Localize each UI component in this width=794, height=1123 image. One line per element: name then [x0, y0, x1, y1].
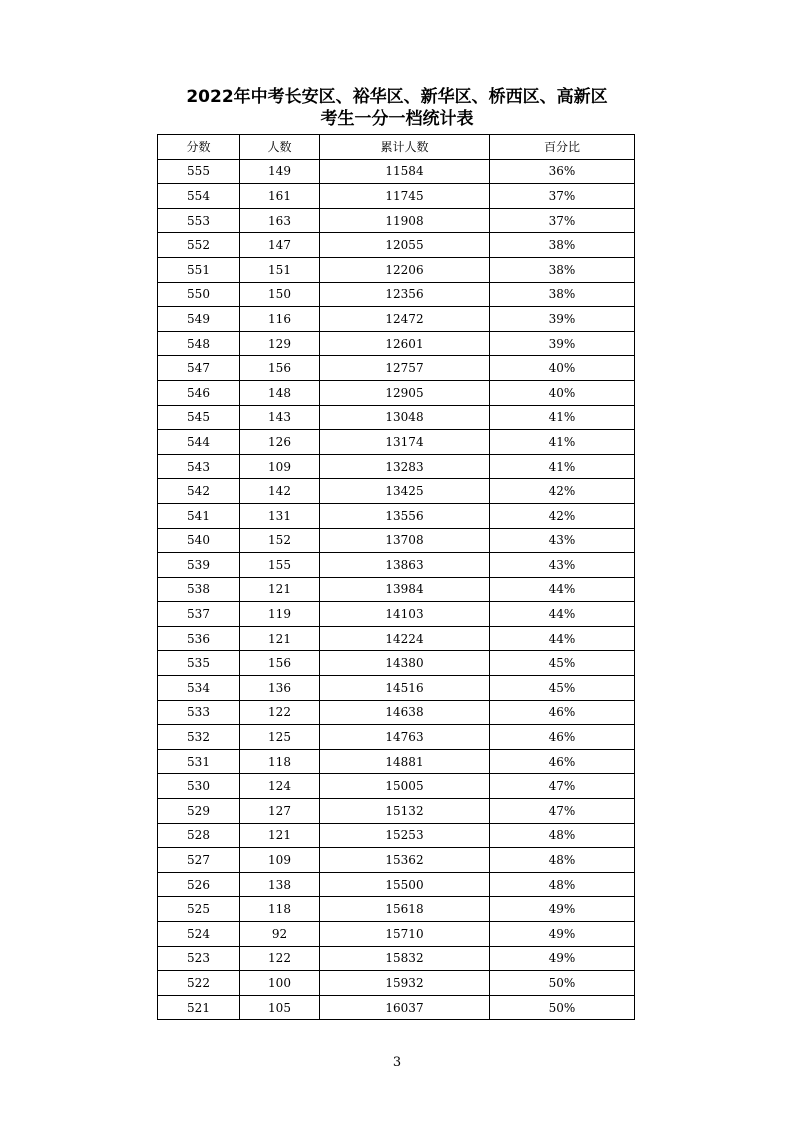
cell-count: 126: [240, 430, 320, 455]
page-subtitle: 考生一分一档统计表: [320, 109, 474, 129]
cell-score: 523: [158, 946, 240, 971]
cell-score: 525: [158, 897, 240, 922]
cell-percent: 46%: [490, 700, 635, 725]
cell-percent: 50%: [490, 971, 635, 996]
cell-count: 105: [240, 995, 320, 1020]
cell-count: 121: [240, 823, 320, 848]
cell-percent: 49%: [490, 922, 635, 947]
table-row: [158, 946, 635, 971]
cell-cumulative: 13863: [320, 553, 490, 578]
table-row: [158, 700, 635, 725]
cell-cumulative: 13425: [320, 479, 490, 504]
cell-percent: 38%: [490, 233, 635, 258]
cell-percent: 48%: [490, 872, 635, 897]
cell-count: 116: [240, 307, 320, 332]
cell-count: 149: [240, 159, 320, 184]
table-row: [158, 208, 635, 233]
cell-score: 528: [158, 823, 240, 848]
cell-cumulative: 13708: [320, 528, 490, 553]
cell-percent: 45%: [490, 676, 635, 701]
cell-cumulative: 14516: [320, 676, 490, 701]
cell-cumulative: 15710: [320, 922, 490, 947]
cell-percent: 37%: [490, 208, 635, 233]
cell-percent: 50%: [490, 995, 635, 1020]
cell-score: 551: [158, 257, 240, 282]
cell-score: 534: [158, 676, 240, 701]
cell-count: 136: [240, 676, 320, 701]
header-cumulative: 累计人数: [320, 135, 490, 160]
cell-percent: 43%: [490, 528, 635, 553]
cell-count: 131: [240, 503, 320, 528]
table-row: [158, 233, 635, 258]
cell-percent: 48%: [490, 848, 635, 873]
table-row: [158, 257, 635, 282]
cell-cumulative: 15362: [320, 848, 490, 873]
table-row: [158, 995, 635, 1020]
cell-cumulative: 12472: [320, 307, 490, 332]
cell-count: 161: [240, 184, 320, 209]
table-row: [158, 454, 635, 479]
cell-percent: 49%: [490, 946, 635, 971]
table-row: [158, 897, 635, 922]
cell-score: 527: [158, 848, 240, 873]
cell-cumulative: 13283: [320, 454, 490, 479]
cell-cumulative: 14881: [320, 749, 490, 774]
cell-cumulative: 11908: [320, 208, 490, 233]
cell-percent: 46%: [490, 749, 635, 774]
cell-count: 156: [240, 651, 320, 676]
table-body: [158, 159, 635, 1020]
table-row: [158, 380, 635, 405]
page-number: 3: [392, 1055, 402, 1070]
cell-score: 539: [158, 553, 240, 578]
cell-count: 92: [240, 922, 320, 947]
cell-score: 542: [158, 479, 240, 504]
cell-percent: 40%: [490, 380, 635, 405]
cell-count: 163: [240, 208, 320, 233]
cell-count: 147: [240, 233, 320, 258]
cell-cumulative: 15132: [320, 799, 490, 824]
cell-percent: 37%: [490, 184, 635, 209]
cell-count: 100: [240, 971, 320, 996]
cell-count: 155: [240, 553, 320, 578]
cell-cumulative: 14638: [320, 700, 490, 725]
cell-score: 541: [158, 503, 240, 528]
cell-percent: 42%: [490, 503, 635, 528]
cell-count: 121: [240, 577, 320, 602]
header-count: 人数: [240, 135, 320, 160]
cell-score: 535: [158, 651, 240, 676]
cell-score: 552: [158, 233, 240, 258]
cell-cumulative: 14380: [320, 651, 490, 676]
cell-percent: 38%: [490, 282, 635, 307]
cell-cumulative: 12055: [320, 233, 490, 258]
cell-score: 554: [158, 184, 240, 209]
table-row: [158, 823, 635, 848]
table-row: [158, 331, 635, 356]
cell-score: 540: [158, 528, 240, 553]
cell-count: 125: [240, 725, 320, 750]
cell-score: 522: [158, 971, 240, 996]
cell-percent: 45%: [490, 651, 635, 676]
table-row: [158, 848, 635, 873]
cell-count: 122: [240, 946, 320, 971]
cell-count: 138: [240, 872, 320, 897]
cell-percent: 41%: [490, 430, 635, 455]
score-table: [157, 134, 635, 1020]
table-row: [158, 626, 635, 651]
cell-cumulative: 12206: [320, 257, 490, 282]
cell-cumulative: 13174: [320, 430, 490, 455]
cell-score: 538: [158, 577, 240, 602]
cell-count: 142: [240, 479, 320, 504]
table-row: [158, 799, 635, 824]
cell-percent: 41%: [490, 454, 635, 479]
cell-percent: 41%: [490, 405, 635, 430]
cell-percent: 47%: [490, 799, 635, 824]
cell-count: 124: [240, 774, 320, 799]
cell-score: 537: [158, 602, 240, 627]
table-row: [158, 676, 635, 701]
table-row: [158, 725, 635, 750]
cell-percent: 44%: [490, 602, 635, 627]
table-row: [158, 356, 635, 381]
table-row: [158, 184, 635, 209]
table-row: [158, 922, 635, 947]
cell-count: 118: [240, 749, 320, 774]
cell-score: 521: [158, 995, 240, 1020]
cell-score: 545: [158, 405, 240, 430]
cell-cumulative: 15832: [320, 946, 490, 971]
cell-cumulative: 11745: [320, 184, 490, 209]
cell-score: 524: [158, 922, 240, 947]
table-row: [158, 405, 635, 430]
cell-score: 546: [158, 380, 240, 405]
cell-count: 129: [240, 331, 320, 356]
cell-cumulative: 12905: [320, 380, 490, 405]
table-row: [158, 307, 635, 332]
table-row: [158, 282, 635, 307]
cell-score: 529: [158, 799, 240, 824]
cell-percent: 39%: [490, 331, 635, 356]
cell-cumulative: 12757: [320, 356, 490, 381]
cell-count: 109: [240, 848, 320, 873]
table-row: [158, 774, 635, 799]
cell-score: 536: [158, 626, 240, 651]
cell-count: 127: [240, 799, 320, 824]
table-row: [158, 159, 635, 184]
page-title: 2022年中考长安区、裕华区、新华区、桥西区、高新区: [186, 87, 608, 107]
cell-percent: 39%: [490, 307, 635, 332]
cell-cumulative: 15500: [320, 872, 490, 897]
cell-score: 532: [158, 725, 240, 750]
cell-count: 119: [240, 602, 320, 627]
cell-cumulative: 15253: [320, 823, 490, 848]
cell-count: 121: [240, 626, 320, 651]
header-percent: 百分比: [490, 135, 635, 160]
cell-cumulative: 14763: [320, 725, 490, 750]
cell-percent: 40%: [490, 356, 635, 381]
cell-score: 555: [158, 159, 240, 184]
cell-score: 533: [158, 700, 240, 725]
table-row: [158, 553, 635, 578]
cell-count: 122: [240, 700, 320, 725]
cell-cumulative: 15932: [320, 971, 490, 996]
cell-cumulative: 15005: [320, 774, 490, 799]
cell-score: 526: [158, 872, 240, 897]
table-row: [158, 479, 635, 504]
cell-cumulative: 13556: [320, 503, 490, 528]
cell-cumulative: 12356: [320, 282, 490, 307]
cell-score: 547: [158, 356, 240, 381]
cell-count: 156: [240, 356, 320, 381]
cell-percent: 36%: [490, 159, 635, 184]
cell-percent: 46%: [490, 725, 635, 750]
cell-count: 148: [240, 380, 320, 405]
table-row: [158, 503, 635, 528]
cell-cumulative: 14103: [320, 602, 490, 627]
cell-percent: 44%: [490, 577, 635, 602]
cell-score: 531: [158, 749, 240, 774]
table-row: [158, 577, 635, 602]
cell-score: 549: [158, 307, 240, 332]
cell-percent: 43%: [490, 553, 635, 578]
cell-score: 530: [158, 774, 240, 799]
cell-cumulative: 15618: [320, 897, 490, 922]
cell-percent: 48%: [490, 823, 635, 848]
cell-count: 143: [240, 405, 320, 430]
cell-score: 548: [158, 331, 240, 356]
cell-percent: 42%: [490, 479, 635, 504]
header-score: 分数: [158, 135, 240, 160]
cell-count: 118: [240, 897, 320, 922]
cell-percent: 47%: [490, 774, 635, 799]
cell-percent: 49%: [490, 897, 635, 922]
table-row: [158, 528, 635, 553]
table-row: [158, 749, 635, 774]
cell-count: 150: [240, 282, 320, 307]
cell-score: 553: [158, 208, 240, 233]
cell-cumulative: 16037: [320, 995, 490, 1020]
table-row: [158, 872, 635, 897]
cell-cumulative: 11584: [320, 159, 490, 184]
cell-cumulative: 14224: [320, 626, 490, 651]
cell-count: 151: [240, 257, 320, 282]
cell-score: 550: [158, 282, 240, 307]
table-row: [158, 602, 635, 627]
cell-cumulative: 12601: [320, 331, 490, 356]
cell-percent: 44%: [490, 626, 635, 651]
cell-count: 109: [240, 454, 320, 479]
table-row: [158, 971, 635, 996]
cell-score: 544: [158, 430, 240, 455]
cell-score: 543: [158, 454, 240, 479]
cell-cumulative: 13984: [320, 577, 490, 602]
table-row: [158, 651, 635, 676]
table-header-row: [158, 135, 635, 160]
cell-count: 152: [240, 528, 320, 553]
cell-cumulative: 13048: [320, 405, 490, 430]
table-row: [158, 430, 635, 455]
cell-percent: 38%: [490, 257, 635, 282]
